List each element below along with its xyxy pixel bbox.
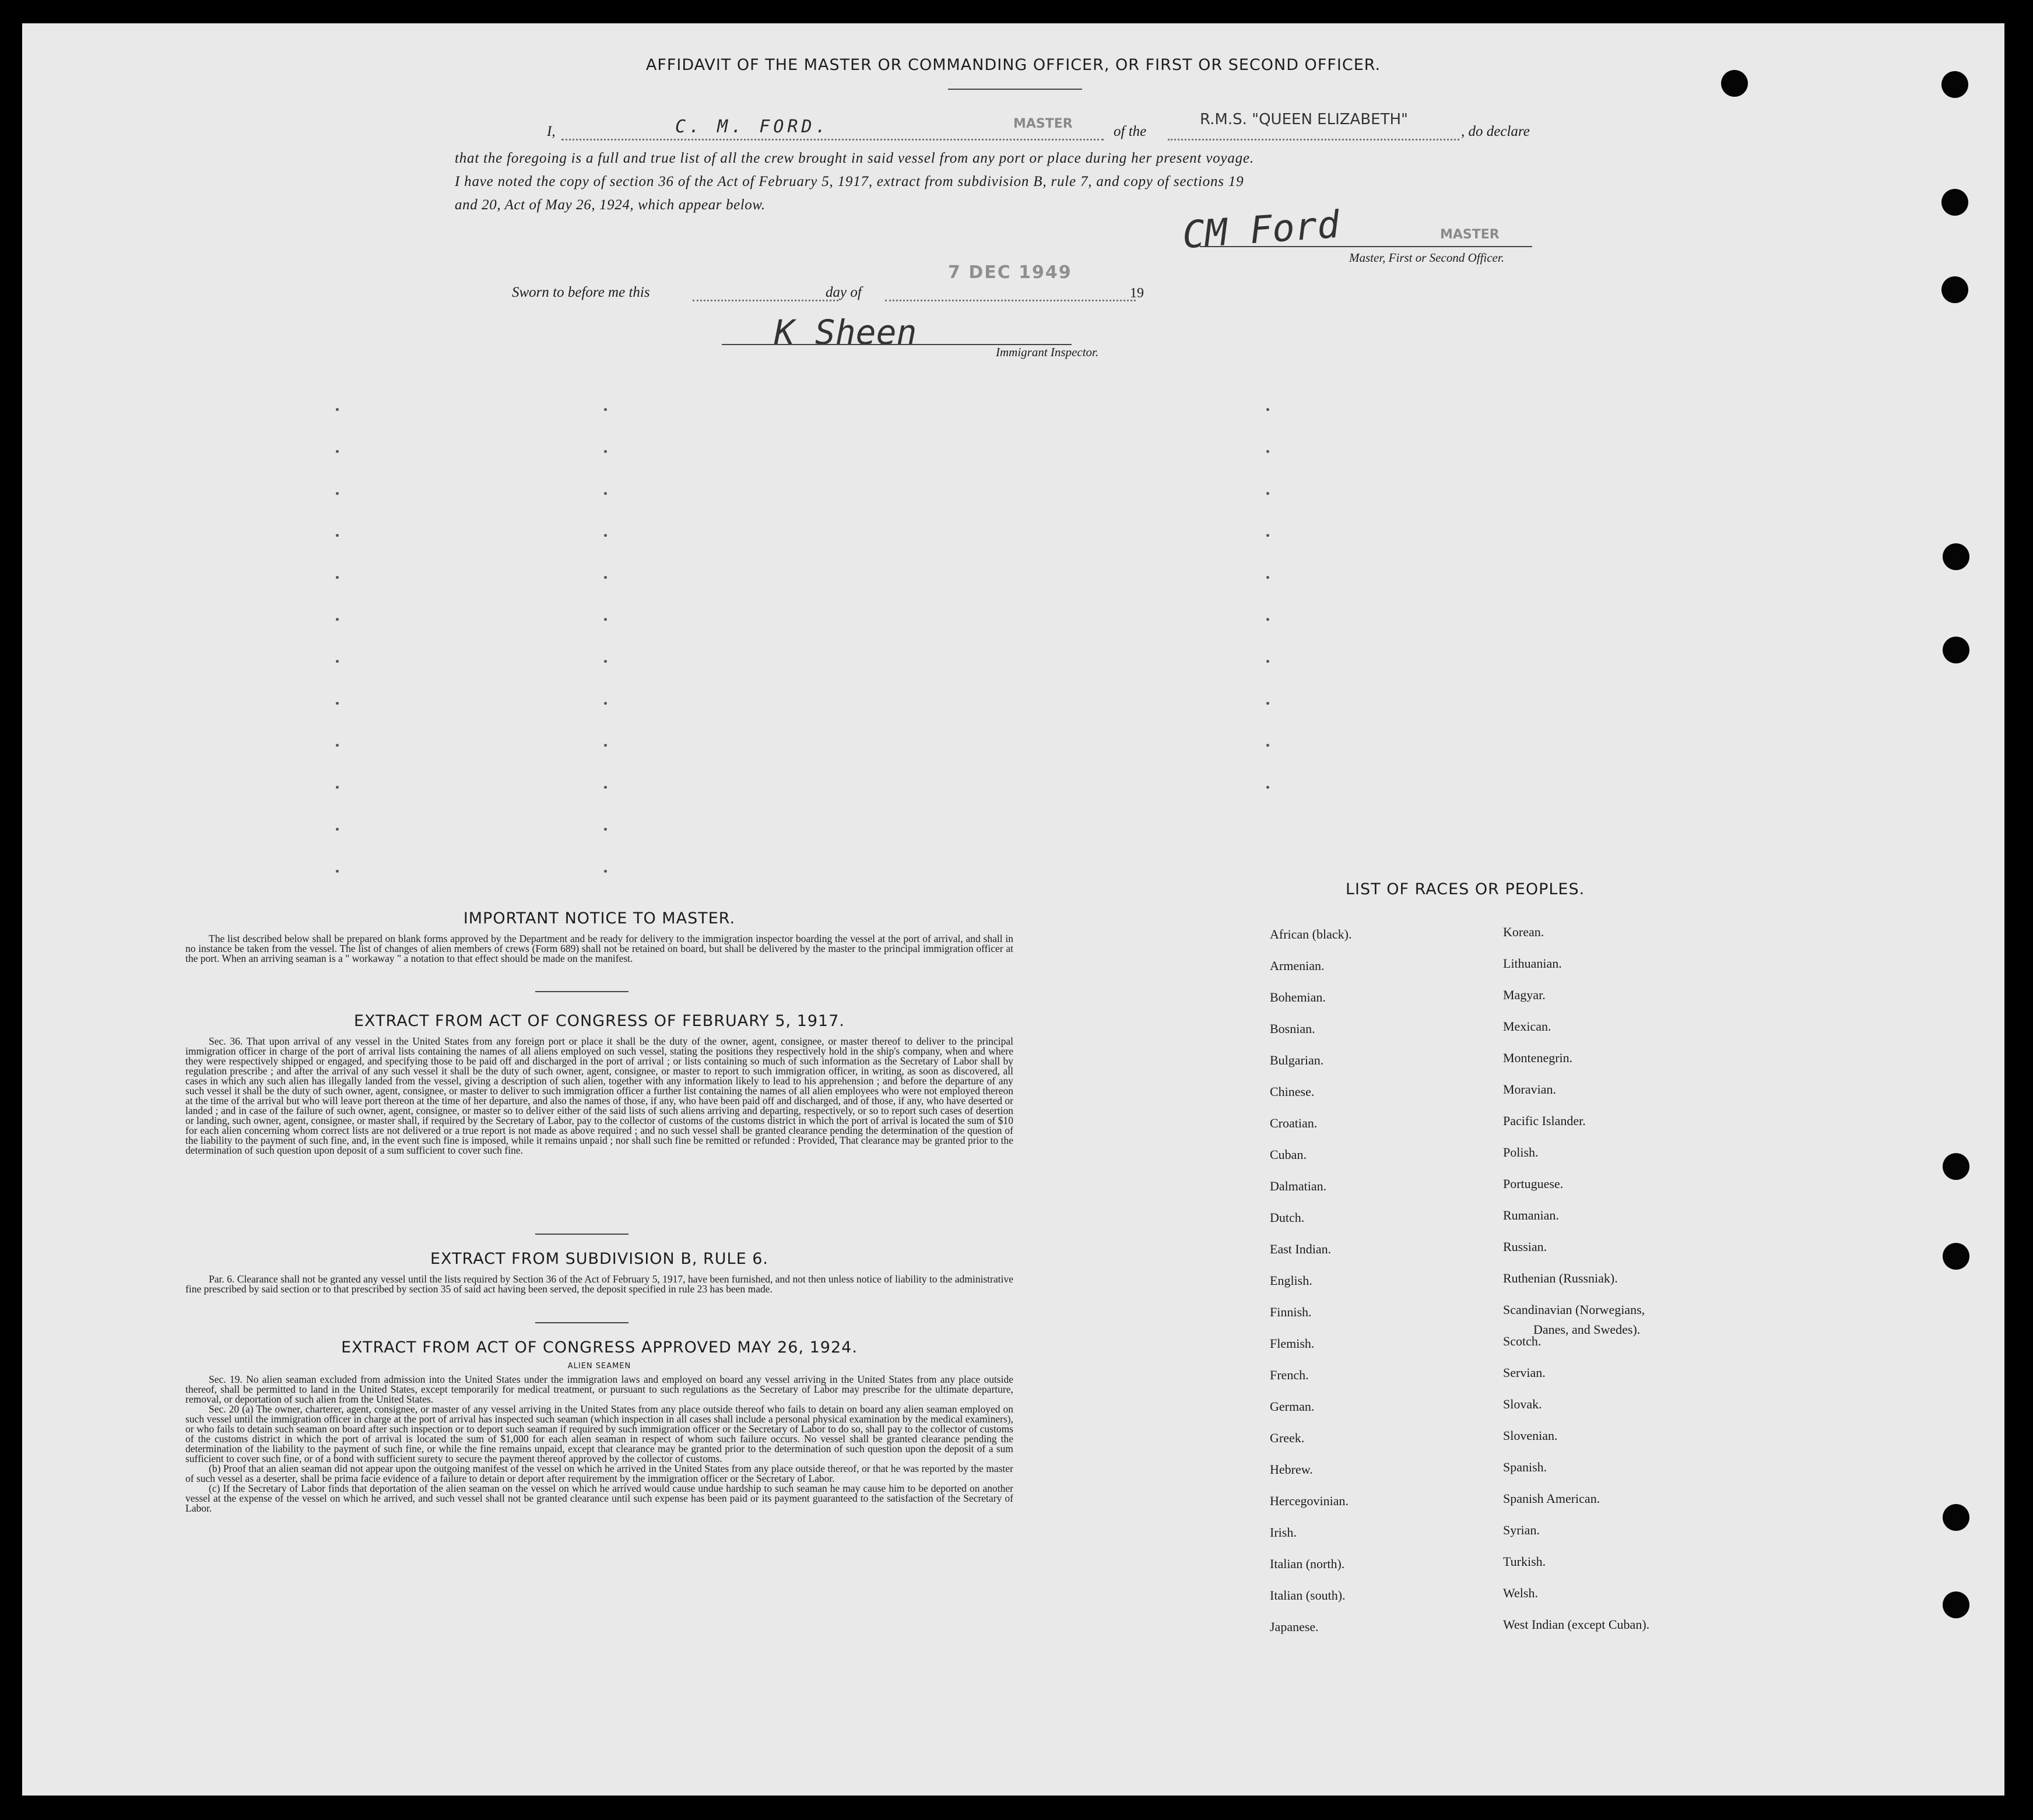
form-page	[22, 23, 2004, 1796]
race-item: French.	[1270, 1368, 1309, 1382]
do-declare: , do declare	[1461, 124, 1530, 139]
section-19-paragraph: Sec. 19. No alien seaman excluded from admission into the United States under the immigration laws and employed on board any vessel arriving in the United States from any place outside thereof, shall be permitted to land in the United States, except temporarily for medical treatment, or pursuant to such regulations as the Secretary of Labor may prescribe for the ultimate departure, removal, or deportation of such alien from the United States.	[185, 1373, 1013, 1405]
signature-stamp: MASTER	[1440, 227, 1500, 242]
race-item-continuation: Danes, and Swedes).	[1533, 1322, 1641, 1337]
race-item: Mexican.	[1503, 1019, 1551, 1034]
races-left-column	[1270, 927, 1351, 1651]
inspector-role: Immigrant Inspector.	[996, 345, 1099, 359]
race-item: Chinese.	[1270, 1084, 1315, 1099]
of-the-label: of the	[1114, 124, 1147, 139]
punch-hole	[1943, 543, 1969, 570]
race-item: Dutch.	[1270, 1210, 1305, 1225]
race-item: Hebrew.	[1270, 1462, 1313, 1477]
punch-hole	[1941, 71, 1968, 98]
signer-role: Master, First or Second Officer.	[1349, 251, 1504, 265]
master-signature: CM Ford	[1181, 203, 1341, 258]
race-item: Dalmatian.	[1270, 1179, 1327, 1193]
affidavit-i: I,	[547, 124, 556, 139]
date-stamp: 7 DEC 1949	[948, 262, 1072, 283]
race-item: Spanish American.	[1503, 1491, 1600, 1506]
race-item: Slovak.	[1503, 1397, 1542, 1411]
race-item: Bosnian.	[1270, 1021, 1315, 1036]
race-item: African (black).	[1270, 927, 1352, 941]
races-right-column	[1503, 925, 1649, 1649]
year-prefix: 19	[1130, 286, 1144, 301]
race-item: Japanese.	[1270, 1619, 1319, 1634]
race-item: Portuguese.	[1503, 1176, 1564, 1191]
race-item: Turkish.	[1503, 1554, 1546, 1569]
race-item: English.	[1270, 1273, 1312, 1288]
extract-1924-title: EXTRACT FROM ACT OF CONGRESS APPROVED MAY 26, 1924.	[341, 1338, 858, 1357]
punch-hole	[1941, 276, 1968, 303]
race-item: Welsh.	[1503, 1586, 1538, 1600]
sworn-label: Sworn to before me this	[512, 284, 650, 300]
race-item: Spanish.	[1503, 1460, 1547, 1474]
extract-1917-title: EXTRACT FROM ACT OF CONGRESS OF FEBRUARY 5, 1917.	[354, 1012, 845, 1030]
affidavit-line-4: and 20, Act of May 26, 1924, which appear below.	[455, 197, 766, 213]
race-item: Russian.	[1503, 1239, 1547, 1254]
race-item: Italian (north).	[1270, 1557, 1345, 1571]
section-20a-paragraph: Sec. 20 (a) The owner, charterer, agent, consignee, or master of any vessel arriving in the United States from any place outside thereof who fails to detain on board any alien seaman employed on such vessel until the immigration officer in charge at the port of arrival has inspected such seaman (which inspection in all cases shall include a personal physical examination by the medical examiners), or who fails to detain such seaman on board after such inspection or to deport such seaman if required by such immigration officer or the Secretary of Labor to do so, shall pay to the collector of customs of the customs district in which the port of arrival is located the sum of $1,000 for each alien seaman in respect of whom such failure occurs. No vessel shall be granted clearance pending the determination of the liability to the payment of such fine, or while the fine remains unpaid, except that clearance may be granted prior to the determination of such question upon the deposit of a sum sufficient to cover such fine, or of a bond with sufficient surety to secure the payment thereof approved by the collector of customs.	[185, 1403, 1013, 1464]
race-item: West Indian (except Cuban).	[1503, 1617, 1650, 1632]
extract-1917-body	[185, 1037, 1013, 1155]
section-20c-paragraph: (c) If the Secretary of Labor finds that deportation of the alien seaman on the vessel on which he arrived would cause undue hardship to such seaman he may cause him to be deported on another vessel at the expense of the vessel on which he arrived, and such vessel shall not be granted clearance until such expense has been paid or its payment guaranteed to the satisfaction of the Secretary of Labor.	[185, 1482, 1013, 1514]
race-item: Bohemian.	[1270, 990, 1326, 1004]
subdivision-title: EXTRACT FROM SUBDIVISION B, RULE 6.	[430, 1250, 768, 1268]
race-item: Servian.	[1503, 1365, 1546, 1380]
name-line	[561, 139, 1104, 140]
punch-hole	[1943, 637, 1969, 663]
divider	[535, 1322, 628, 1323]
sworn-month-line	[885, 300, 1136, 301]
race-item: Scandinavian (Norwegians,	[1503, 1302, 1645, 1317]
day-of-label: day of	[826, 284, 862, 300]
race-item: Lithuanian.	[1503, 956, 1562, 971]
divider	[948, 89, 1082, 90]
race-item: German.	[1270, 1399, 1315, 1414]
master-name: C. M. FORD.	[675, 117, 830, 137]
notice-title: IMPORTANT NOTICE TO MASTER.	[463, 909, 736, 927]
race-item: Hercegovinian.	[1270, 1494, 1349, 1508]
alien-seamen-subtitle: ALIEN SEAMEN	[567, 1362, 631, 1371]
paragraph-6: Par. 6. Clearance shall not be granted any vessel until the lists required by Section 36 of the Act of February 5, 1917, have been furnished, and not then unless notice of liability to the administrative fine prescribed by said section or to that prescribed by section 35 of said act having been served, the deposit specified in rule 23 has been made.	[185, 1273, 1013, 1295]
race-item: Korean.	[1503, 925, 1544, 939]
race-item: Cuban.	[1270, 1147, 1307, 1162]
race-item: Flemish.	[1270, 1336, 1315, 1351]
section-36-paragraph: Sec. 36. That upon arrival of any vessel in the United States from any foreign port or place it shall be the duty of the owner, agent, consignee, or master thereof to deliver to the principal immigration officer in charge of the port of arrival lists containing the names of all aliens employed on such vessel, stating the positions they respectively hold in the ship's company, when and where they were respectively shipped or engaged, and specifying those to be paid off and discharged in the port of arrival ; or lists containing so much of such information as the Secretary of Labor shall by regulation prescribe ; and after the arrival of any such vessel it shall be the duty of such owner, agent, consignee, or master to report to such immigration officer, in writing, as soon as discovered, all cases in which any such alien has illegally landed from the vessel, giving a description of such alien, together with any information likely to lead to his apprehension ; and before the departure of any such vessel it shall be the duty of such owner, agent, consignee, or master to deliver to such immigration officer a further list containing the names of all alien employees who were not employed thereon at the time of the arrival but who will leave port thereon at the time of her departure, and also the names of those, if any, who have been paid off and discharged, and of those, if any, who have deserted or landed ; and in case of the failure of such owner, agent, consignee, or master so to deliver either of the said lists of such aliens arriving and departing, respectively, or so to report such cases of desertion or landing, such owner, agent, consignee, or master shall, if required by the Secretary of Labor, pay to the collector of customs of the customs district in which the port of arrival is located the sum of $10 for each alien concerning whom correct lists are not delivered or a true report is not made as above required ; and no such vessel shall be granted clearance pending the determination of the question of the liability to the payment of such fine, and, in the event such fine is imposed, while it remains unpaid ; nor shall such fine be remitted or refunded : Provided, That clearance may be granted prior to the determination of such question upon deposit of a sum sufficient to cover such fine.	[185, 1035, 1013, 1156]
notice-paragraph: The list described below shall be prepared on blank forms approved by the Department and be ready for delivery to the immigration inspector boarding the vessel at the port of arrival, and shall in no instance be taken from the vessel. The list of changes of alien members of crews (Form 689) shall not be retained on board, but shall be delivered by the master to the principal immigration officer at the port. When an arriving seaman is a " workaway " a notation to that effect should be made on the manifest.	[185, 933, 1013, 964]
subdivision-body	[185, 1274, 1013, 1294]
race-item: Rumanian.	[1503, 1208, 1559, 1222]
race-item: Scotch.	[1503, 1334, 1542, 1348]
punch-hole	[1943, 1153, 1969, 1180]
race-item: Moravian.	[1503, 1082, 1557, 1097]
race-item: Ruthenian (Russniak).	[1503, 1271, 1618, 1285]
signature-line	[1200, 246, 1532, 247]
extract-1924-body	[185, 1375, 1013, 1513]
notice-body	[185, 934, 1013, 964]
vessel-name: R.M.S. "QUEEN ELIZABETH"	[1200, 111, 1408, 128]
races-title: LIST OF RACES OR PEOPLES.	[1346, 880, 1585, 898]
vessel-line	[1168, 139, 1459, 140]
race-item: Italian (south).	[1270, 1588, 1346, 1603]
divider	[535, 1234, 628, 1235]
race-item: Armenian.	[1270, 958, 1325, 973]
punch-hole	[1941, 189, 1968, 216]
affidavit-line-2: that the foregoing is a full and true list of all the crew brought in said vessel from any port or place during her present voyage.	[455, 150, 1254, 166]
race-item: Irish.	[1270, 1525, 1297, 1540]
sworn-day-line	[693, 300, 838, 301]
race-item: Bulgarian.	[1270, 1053, 1324, 1067]
divider	[535, 991, 628, 992]
punch-hole	[1943, 1504, 1969, 1531]
affidavit-line-3: I have noted the copy of section 36 of the Act of February 5, 1917, extract from subdivision B, rule 7, and copy of sections 19	[455, 174, 1244, 189]
race-item: Finnish.	[1270, 1305, 1312, 1319]
race-item: Polish.	[1503, 1145, 1539, 1160]
section-20b-paragraph: (b) Proof that an alien seaman did not appear upon the outgoing manifest of the vessel on which he arrived in the United States from any place outside thereof, or that he was reported by the master of such vessel as a deserter, shall be prima facie evidence of a failure to detain or deport after requirement by the immigration officer or the Secretary of Labor.	[185, 1463, 1013, 1484]
punch-hole	[1943, 1243, 1969, 1270]
race-item: Croatian.	[1270, 1116, 1318, 1130]
master-stamp: MASTER	[1013, 117, 1073, 131]
race-item: Syrian.	[1503, 1523, 1540, 1537]
race-item: Slovenian.	[1503, 1428, 1558, 1443]
race-item: Pacific Islander.	[1503, 1113, 1586, 1128]
inspector-signature: K Sheen	[774, 312, 917, 352]
affidavit-title: AFFIDAVIT OF THE MASTER OR COMMANDING OFFICER, OR FIRST OR SECOND OFFICER.	[645, 56, 1381, 74]
punch-hole	[1943, 1591, 1969, 1618]
race-item: East Indian.	[1270, 1242, 1332, 1256]
race-item: Greek.	[1270, 1431, 1305, 1445]
race-item: Montenegrin.	[1503, 1050, 1573, 1065]
race-item: Magyar.	[1503, 988, 1546, 1002]
